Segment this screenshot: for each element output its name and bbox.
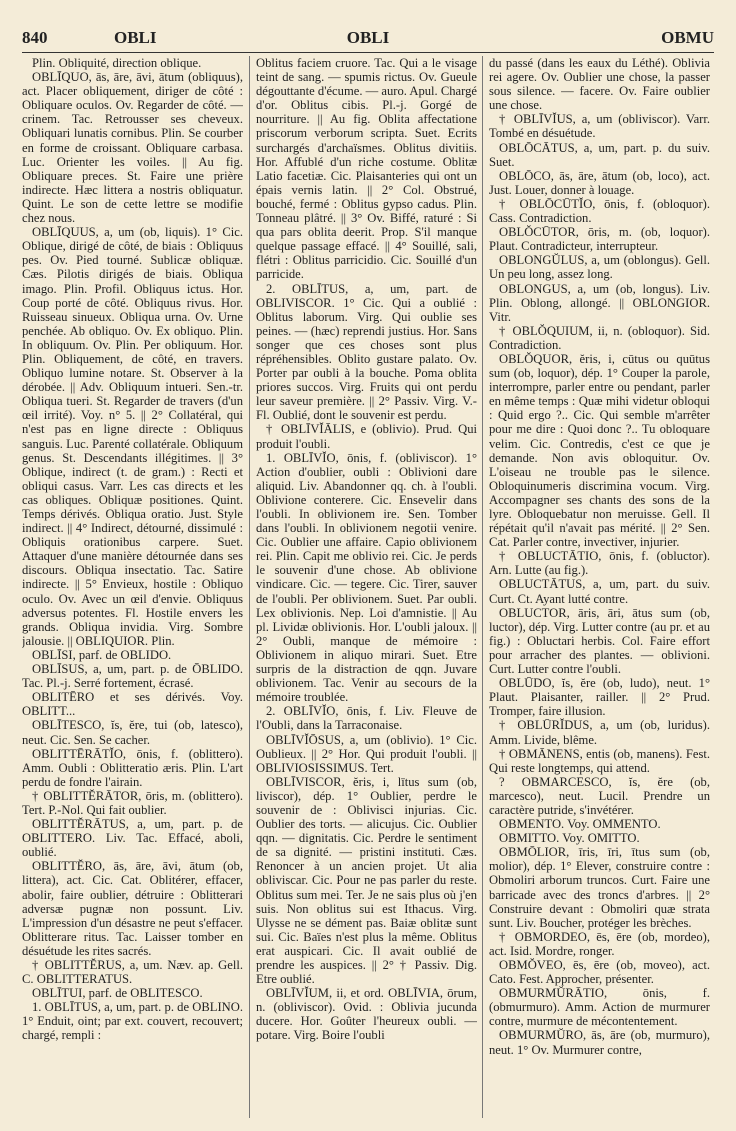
dictionary-entry: du passé (dans les eaux du Léthé). Oblivia rei agere. Ov. Oublier une chose, la passer sous silence. — facere. Ov. Faire oublier une chose. [489, 56, 710, 113]
dictionary-entry: † OBMORDEO, ēs, ēre (ob, mordeo), act. Isid. Mordre, ronger. [489, 929, 710, 958]
dictionary-entry: 2. OBLĪVĬO, ōnis, f. Liv. Fleuve de l'Oubli, dans la Tarraconaise. [256, 704, 477, 733]
header-rule [22, 52, 714, 53]
page-number: 840 [22, 28, 48, 47]
dictionary-entry: OBLONGŬLUS, a, um (oblongus). Gell. Un peu long, assez long. [489, 253, 710, 282]
dictionary-entry: † OBLĪVĬUS, a, um (obliviscor). Varr. Tombé en désuétude. [489, 112, 710, 141]
dictionary-entry: † OBLITTĔRĀTOR, ōris, m. (oblittero). Tert. P.-Nol. Qui fait oublier. [22, 788, 243, 817]
dictionary-entry: OBLITTĔRO, ās, āre, āvi, ātum (ob, littera), act. Cic. Cat. Oblitérer, effacer, abolir, faire oublier, détruire : Oblitterari adversæ pugnæ non possunt. Liv. L'impression d'un désastre ne peut s'effacer. Oblitterare ritus. Tac. Laisser tomber en désuétude les rites sacrés. [22, 859, 243, 958]
dictionary-entry: OBLŪDO, ĭs, ĕre (ob, ludo), neut. 1° Plaut. Plaisanter, railler. || 2° Prud. Tromper, faire illusion. [489, 676, 710, 719]
dictionary-entry: ? OBMARCESCO, ĭs, ĕre (ob, marcesco), neut. Lucil. Prendre un caractère putride, s'invétérer. [489, 774, 710, 817]
dictionary-entry: OBMENTO. Voy. OMMENTO. [499, 817, 661, 832]
dictionary-entry: OBLĪQUO, ās, āre, āvi, ātum (obliquus), act. Placer obliquement, diriger de côté : Obliquare oculos. Ov. Regarder de côté. — crinem. Tac. Retrousser ses cheveux. Obliquari lunatis cornibus. Plin. Se courber en forme de croissant. Obliquare carbasa. Luc. Orienter les voiles. || Au fig. Obliquare preces. St. Faire une prière indirecte. Hæc littera a nostris obliquatur. Quint. Le son de cette lettre se modifie chez nous. [22, 70, 243, 226]
dictionary-entry: OBLUCTĀTUS, a, um, part. du suiv. Curt. Ct. Ayant lutté contre. [489, 577, 710, 606]
dictionary-entry: † OBLŎQUIUM, ii, n. (obloquor). Sid. Contradiction. [489, 323, 710, 352]
dictionary-entry: OBLĪSUS, a, um, part. p. de ŌBLIDO. Tac. Pl.-j. Serré fortement, écrasé. [22, 662, 243, 691]
header-left-word: OBLI [114, 28, 157, 47]
dictionary-entry: OBMŌLIOR, īris, īri, ītus sum (ob, molior), dép. 1° Elever, construire contre : Obmoliri arborum truncos. Curt. Faire une barricade avec des troncs d'arbres. || 2° Construire devant : Obmoliri quæ strata sunt. Liv. Boucher, protéger les brèches. [489, 845, 710, 930]
column-3 [489, 56, 710, 1121]
dictionary-entry: OBLITTĒRĀTĬO, ōnis, f. (oblittero). Amm. Oubli : Oblitteratio æris. Plin. L'art perdu de fondre l'airain. [22, 746, 243, 789]
dictionary-entry: OBLITTĔRĀTUS, a, um, part. p. de OBLITTERO. Liv. Tac. Effacé, aboli, oublié. [22, 817, 243, 860]
dictionary-entry: Plin. Obliquité, direction oblique. [32, 56, 202, 70]
running-header [22, 28, 714, 48]
dictionary-entry: OBLŌCO, ās, āre, ātum (ob, loco), act. Just. Louer, donner à louage. [489, 168, 710, 197]
dictionary-entry: † OBLŌCŪTĬO, ōnis, f. (obloquor). Cass. Contradiction. [489, 196, 710, 226]
header-right-word: OBMU [661, 28, 714, 47]
header-center-word: OBLI [346, 28, 390, 47]
dictionary-entry: † OBLĪVĬĀLIS, e (oblivio). Prud. Qui produit l'oubli. [256, 422, 477, 451]
dictionary-entry: OBLĪVĬŌSUS, a, um (oblivio). 1° Cic. Oublieux. || 2° Hor. Qui produit l'oubli. || OBLIVIOSISSIMUS. Tert. [256, 732, 477, 775]
dictionary-entry: 1. OBLĪVĬO, ōnis, f. (obliviscor). 1° Action d'oublier, oubli : Oblivioni dare aliquid. Liv. Abandonner qq. ch. à l'oubli. Oblivione conterere. Cic. Ensevelir dans l'oubli. In oblivionem ire. Sen. Tomber dans l'oubli. In oblivionem negotii venire. Cic. Oublier une affaire. Capio oblivionem rei. Plin. Capit me oblivio rei. Cic. Je perds le souvenir d'une chose. Ab oblivione vindicare. Cic. — tegere. Cic. Tirer, sauver de l'oubli. Per oblivionem. Suet. Par oubli. Lex oblivionis. Nep. Loi d'amnistie. || Au pl. Lividæ oblivionis. Hor. L'oubli jaloux. || 2° Oubli, manque de mémoire : Oblivionem in aliquo mirari. Suet. Etre surpris de la distraction de qqn. Juvare oblivionem. Tac. Venir au secours de la mémoire troublée. [256, 450, 477, 705]
dictionary-entry: † OBLUCTĀTIO, ōnis, f. (obluctor). Arn. Lutte (au fig.). [489, 549, 710, 578]
dictionary-entry: † OBMĀNENS, entis (ob, manens). Fest. Qui reste longtemps, qui attend. [489, 746, 710, 775]
dictionary-entry: 2. OBLĪTUS, a, um, part. de OBLIVISCOR. 1° Cic. Qui a oublié : Oblitus laborum. Virg. Qui oublie ses peines. — (hæc) reprendi justius. Hor. Sans songer que ces choses sont plus répréhensibles. Oblito gustare palato. Ov. Porter par oubli à la bouche. Poma oblita priores succos. Virg. Fruits qui ont perdu leur saveur première. || 2° Passiv. Virg. V.-Fl. Oublié, dont le souvenir est perdu. [256, 281, 477, 423]
dictionary-entry: OBLĪTESCO, ĭs, ĕre, tui (ob, latesco), neut. Cic. Sen. Se cacher. [22, 718, 243, 747]
column-divider [482, 56, 483, 1118]
dictionary-entry: OBLONGUS, a, um (ob, longus). Liv. Plin. Oblong, allongé. || OBLONGIOR. Vitr. [489, 281, 710, 324]
dictionary-entry: OBMITTO. Voy. OMITTO. [499, 831, 640, 846]
dictionary-entry: OBLŌCĀTUS, a, um, part. p. du suiv. Suet. [489, 140, 710, 169]
dictionary-entry: † OBLITTĔRUS, a, um. Næv. ap. Gell. C. OBLITTERATUS. [22, 958, 243, 987]
dictionary-entry: OBMURMŬRO, ās, āre (ob, murmuro), neut. 1° Ov. Murmurer contre, [489, 1028, 710, 1057]
dictionary-entry: OBLĪVISCOR, ĕris, i, lītus sum (ob, liviscor), dép. 1° Oublier, perdre le souvenir de : Oblivisci injurias. Cic. Oublier des torts. — alicujus. Cic. Oublier qqn. — dignitatis. Cic. Perdre le sentiment de sa dignité. — pristini instituti. Cæs. Renoncer à un ancien projet. Ut alia obliviscar. Cic. Pour ne pas parler du reste. Oblitus sum mei. Ter. Je ne sais plus où j'en suis. Non oblitus sui est Ithacus. Virg. Ulysse ne se dément pas. Baiæ oblitæ sunt sui. Cic. Baïes n'est plus la même. Oblitus erat auspicari. Cic. Il avait oublié de prendre les auspices. || 2° † Passiv. Dig. Etre oublié. [256, 774, 477, 987]
dictionary-entry: OBLĪQUUS, a, um (ob, liquis). 1° Cic. Oblique, dirigé de côté, de biais : Obliquus pes. Ov. Pied tourné. Sublicæ obliquæ. Cæs. Pilotis dirigés de biais. Obliqua imago. Plin. Profil. Obliquus ictus. Hor. Coup porté de côté. Obliquus rivus. Hor. Ruisseau sinueux. Obliqua urna. Ov. Urne penchée. Ab obliquo. Ov. Ex obliquo. Plin. In obliquum. Ov. Plin. Per obliquum. Hor. Plin. Obliquement, de côté, en travers. Obliquo lumine notare. St. Observer à la dérobée. || Adv. Obliquum intueri. Sen.-tr. Obliqua tueri. St. Regarder de travers (d'un œil irrité). Voy. n° 5. || 2° Collatéral, qui n'est pas en ligne directe : Obliquus sanguis. Luc. Parenté collatérale. Obliquum genus. St. Descendants illégitimes. || 3° Oblique, indirect (t. de gram.) : Recti et obliqui casus. Varr. Les cas directs et les cas obliques. Obliquæ positiones. Quint. Temps dérivés. Obliqua oratio. Just. Style indirect. || 4° Indirect, détourné, dissimulé : Obliquis orationibus carpere. Suet. Attaquer d'une manière détournée dans ses discours. Obliqua insectatio. Tac. Satire indirecte. || 5° Envieux, hostile : Obliquo oculo. Ov. Avec un œil d'envie. Obliquus adversus potentes. Fl. Hostile envers les grands. Obliqua invidia. Virg. Sombre jalousie. || OBLIQUIOR. Plin. [22, 225, 243, 648]
dictionary-entry: † OBLŪRĬDUS, a, um (ob, luridus). Amm. Livide, blême. [489, 718, 710, 747]
column-2 [256, 56, 477, 1121]
dictionary-entry: OBLĪVĬUM, ii, et ord. OBLĪVIA, ōrum, n. (obliviscor). Ovid. : Oblivia jucunda ducere. Hor. Goûter l'heureux oubli. — potare. Virg. Boire l'oubli [256, 986, 477, 1043]
dictionary-entry: OBLĪSI, parf. de OBLIDO. [32, 647, 172, 662]
column-1 [22, 56, 243, 1121]
dictionary-entry: OBLITĒRO et ses dérivés. Voy. OBLITT... [22, 690, 243, 719]
dictionary-entry: OBLĪTUI, parf. de OBLITESCO. [32, 986, 203, 1001]
dictionary-entry: 1. OBLĪTUS, a, um, part. p. de OBLINO. 1° Enduit, oint; par ext. couvert, recouvert; chargé, rempli : [22, 1000, 243, 1043]
dictionary-entry: OBLŎQUOR, ĕris, i, cūtus ou quūtus sum (ob, loquor), dép. 1° Couper la parole, interrompre, parler entre ou pendant, parler en même temps : Quæ mihi videtur obloqui : Quid ergo ?.. Cic. Qui semble m'arrêter pour me dire : Quoi donc ?.. Tu obloquare velim. Cic. Contredis, c'est ce que je demande. Non avis obloquitur. Ov. L'oiseau ne trouble pas le silence. Obloquinumeris discrimina vocum. Virg. Accompagner ses chants des sons de la lyre. Obloquebatur non meruisse. Gell. Il répétait qu'il n'avait pas mérité. || 2° Sen. Cat. Parler contre, invectiver, injurier. [489, 351, 710, 550]
dictionary-entry: OBMURMŬRĀTIO, ōnis, f. (obmurmuro). Amm. Action de murmurer contre, murmure de mécontentement. [489, 986, 710, 1029]
dictionary-entry: OBLUCTOR, āris, āri, ātus sum (ob, luctor), dép. Virg. Lutter contre (au pr. et au fig.) : Obluctari herbis. Col. Faire effort pour arracher des plantes. — oblivioni. Curt. Lutter contre l'oubli. [489, 605, 710, 677]
column-divider [249, 56, 250, 1118]
dictionary-entry: Oblitus faciem cruore. Tac. Qui a le visage teint de sang. — spumis rictus. Ov. Gueule dégouttante d'écume. — auro. Apul. Chargé d'or. Oblitus cibis. Pl.-j. Gorgé de nourriture. || Au fig. Oblita affectatione priscorum verborum scripta. Suet. Ecrits surchargés d'archaïsmes. Oblitus divitiis. Hor. Affublé d'un riche costume. Oblitæ Latio facetiæ. Cic. Plaisanteries qui ont un épais vernis latin. || 2° Col. Obstrué, bouché, fermé : Oblitus gypso cadus. Plin. Tonneau plâtré. || 3° Ov. Biffé, raturé : Si qua pars oblita deerit. Prop. S'il manque quelque passage effacé. || 4° Souillé, sali, flétri : Oblitus parricidio. Cic. Souillé d'un parricide. [256, 56, 477, 282]
dictionary-entry: OBMŎVEO, ēs, ēre (ob, moveo), act. Cato. Fest. Approcher, présenter. [489, 958, 710, 987]
dictionary-entry: OBLŎCŪTOR, ōris, m. (ob, loquor). Plaut. Contradicteur, interrupteur. [489, 225, 710, 254]
